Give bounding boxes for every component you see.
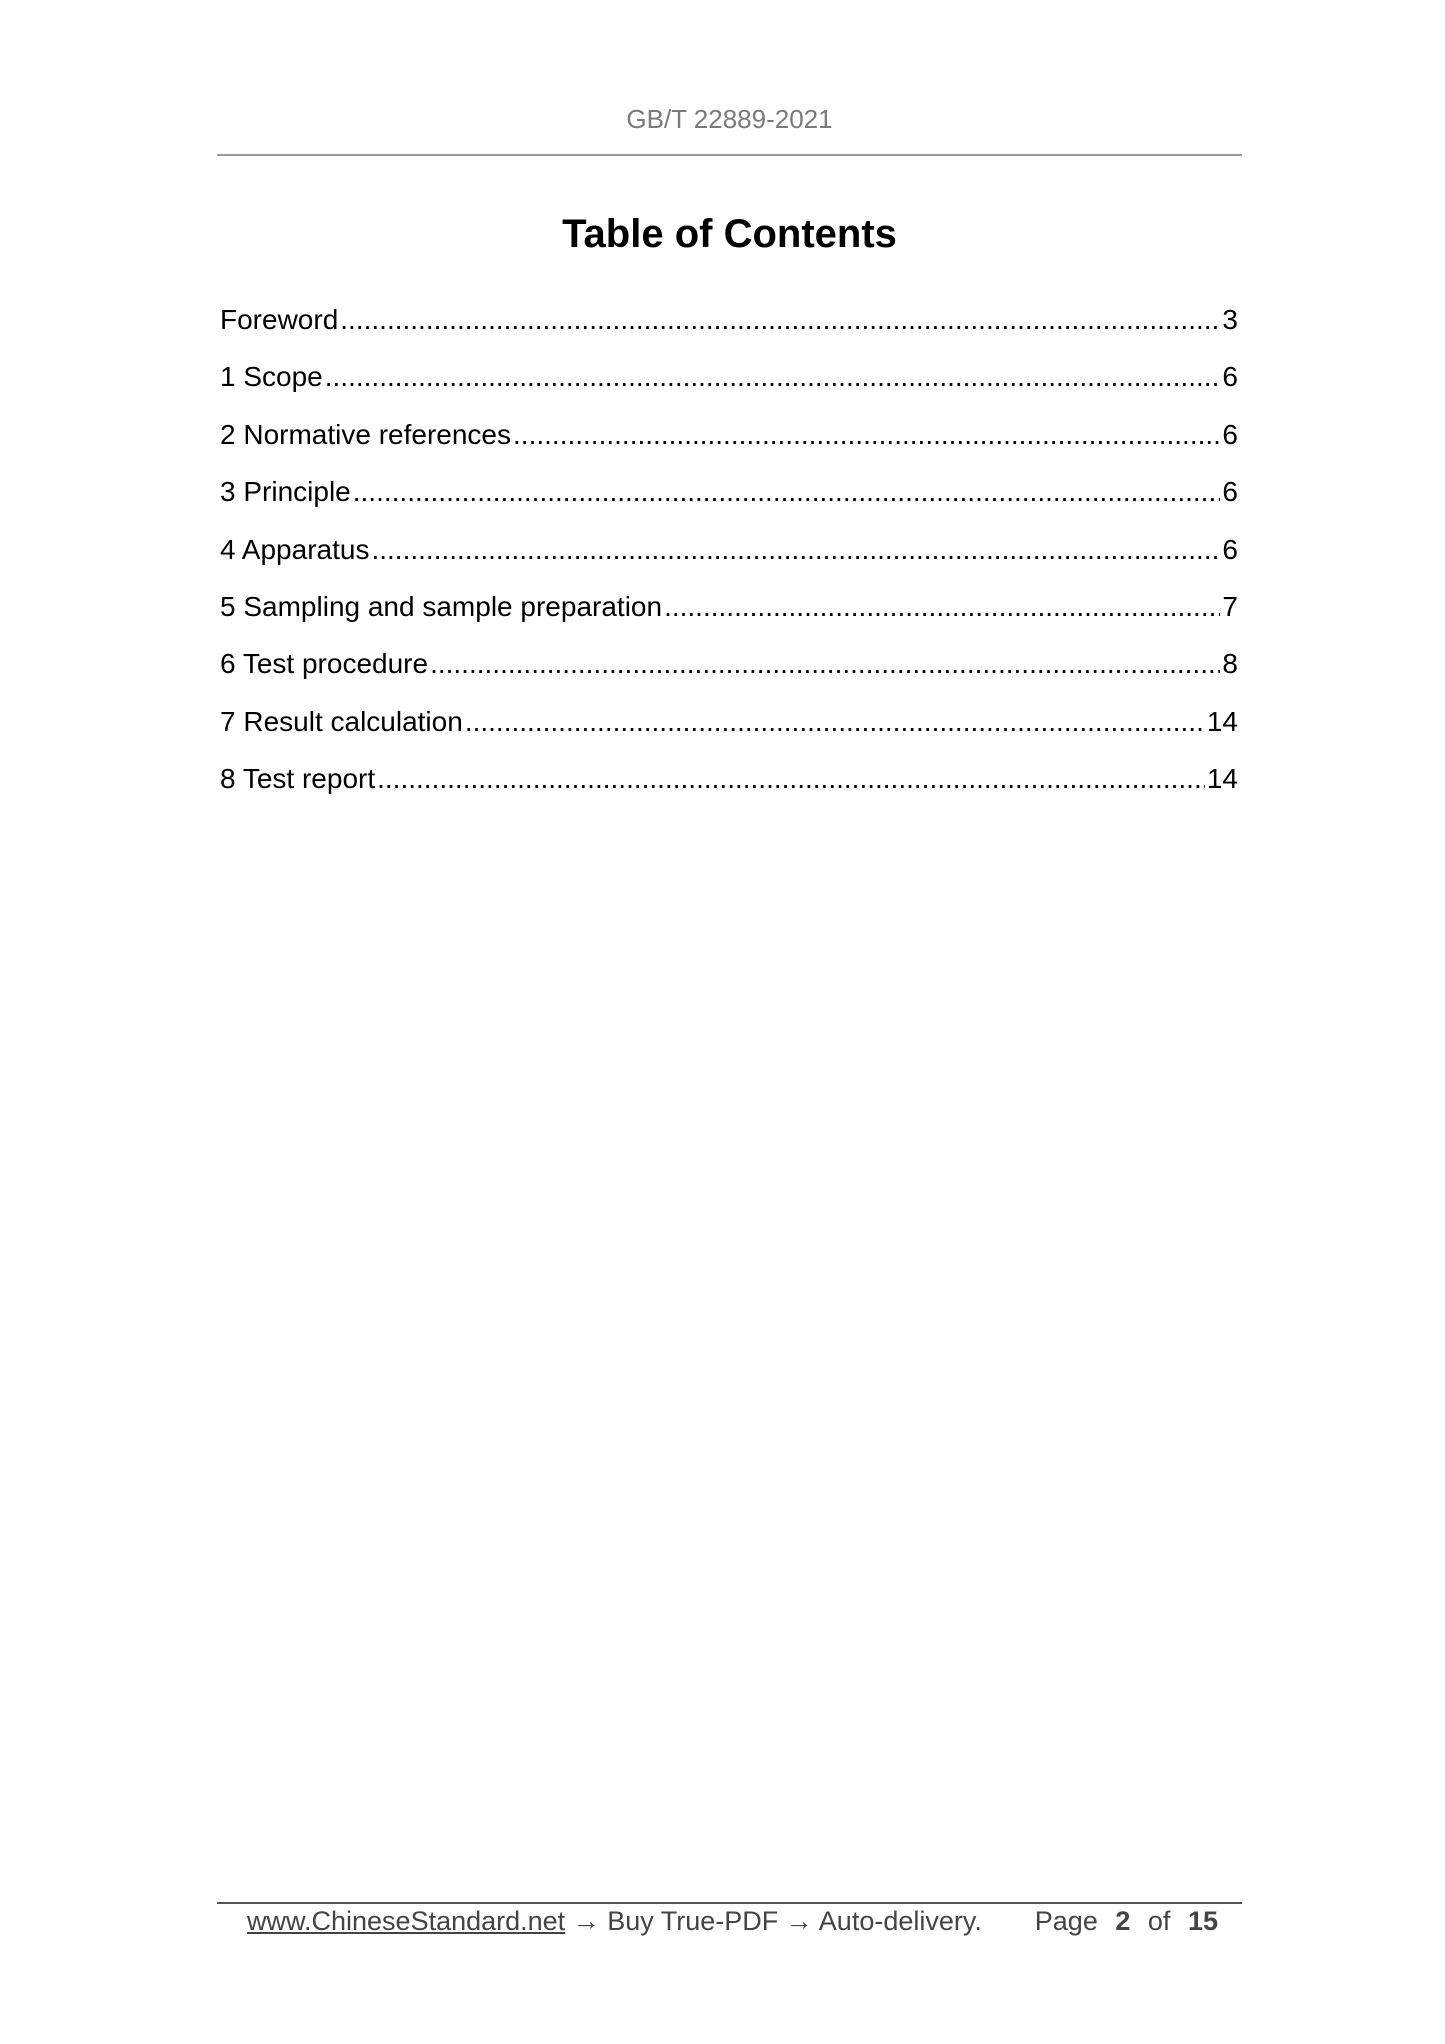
toc-title: Table of Contents	[562, 212, 897, 256]
toc-entry-page: 6	[1222, 361, 1238, 393]
toc-entry-label: 2 Normative references	[220, 418, 512, 450]
toc-entry-test-procedure[interactable]	[220, 648, 1238, 705]
toc-entry-foreword[interactable]	[220, 304, 1238, 361]
toc-entry-label: 1 Scope	[220, 361, 323, 393]
arrow-right-icon: →	[572, 1906, 600, 1936]
current-page: 2	[1115, 1906, 1131, 1936]
toc-entry-page: 14	[1206, 705, 1238, 737]
of-word: of	[1147, 1906, 1171, 1936]
toc-entry-sampling[interactable]	[220, 591, 1238, 648]
toc-dot-leader	[371, 534, 1220, 566]
arrow-right-icon: →	[785, 1906, 813, 1936]
toc-entry-scope[interactable]	[220, 361, 1238, 418]
toc-entry-label: 5 Sampling and sample preparation	[220, 590, 663, 622]
footer-promo	[247, 1906, 982, 1937]
toc-dot-leader	[340, 304, 1220, 336]
page-word: Page	[1034, 1906, 1098, 1936]
toc-entry-page: 3	[1222, 304, 1238, 335]
toc-dot-leader	[513, 419, 1220, 451]
toc-dot-leader	[430, 648, 1220, 680]
toc-dot-leader	[325, 361, 1221, 393]
toc-dot-leader	[353, 476, 1221, 508]
total-pages: 15	[1187, 1906, 1218, 1936]
toc-entry-page: 6	[1222, 418, 1238, 450]
toc-list	[220, 304, 1238, 821]
header-divider	[217, 154, 1242, 156]
toc-entry-label: 4 Apparatus	[220, 533, 370, 565]
toc-entry-page: 6	[1222, 476, 1238, 508]
toc-entry-label: 7 Result calculation	[220, 705, 463, 737]
toc-entry-label: 6 Test procedure	[220, 648, 429, 680]
toc-dot-leader	[377, 763, 1205, 795]
toc-entry-page: 6	[1222, 533, 1238, 565]
running-header: GB/T 22889-2021	[626, 104, 833, 134]
toc-entry-label: Foreword	[220, 304, 339, 335]
toc-entry-apparatus[interactable]	[220, 534, 1238, 591]
delivery-text: Auto-delivery.	[818, 1906, 982, 1936]
buy-text: Buy True-PDF	[607, 1906, 779, 1936]
toc-entry-page: 14	[1206, 763, 1238, 795]
toc-entry-label: 8 Test report	[220, 763, 376, 795]
toc-entry-test-report[interactable]	[220, 763, 1238, 820]
footer-divider	[217, 1902, 1242, 1904]
toc-entry-principle[interactable]	[220, 476, 1238, 533]
toc-dot-leader	[465, 706, 1205, 738]
toc-entry-normative-references[interactable]	[220, 419, 1238, 476]
toc-entry-result-calculation[interactable]	[220, 706, 1238, 763]
toc-dot-leader	[664, 591, 1220, 623]
page-footer	[217, 1906, 1242, 1946]
page-counter	[1035, 1906, 1218, 1937]
toc-entry-page: 7	[1222, 590, 1238, 622]
toc-entry-label: 3 Principle	[220, 476, 351, 508]
toc-entry-page: 8	[1222, 648, 1238, 680]
site-link[interactable]: www.ChineseStandard.net	[247, 1906, 566, 1936]
